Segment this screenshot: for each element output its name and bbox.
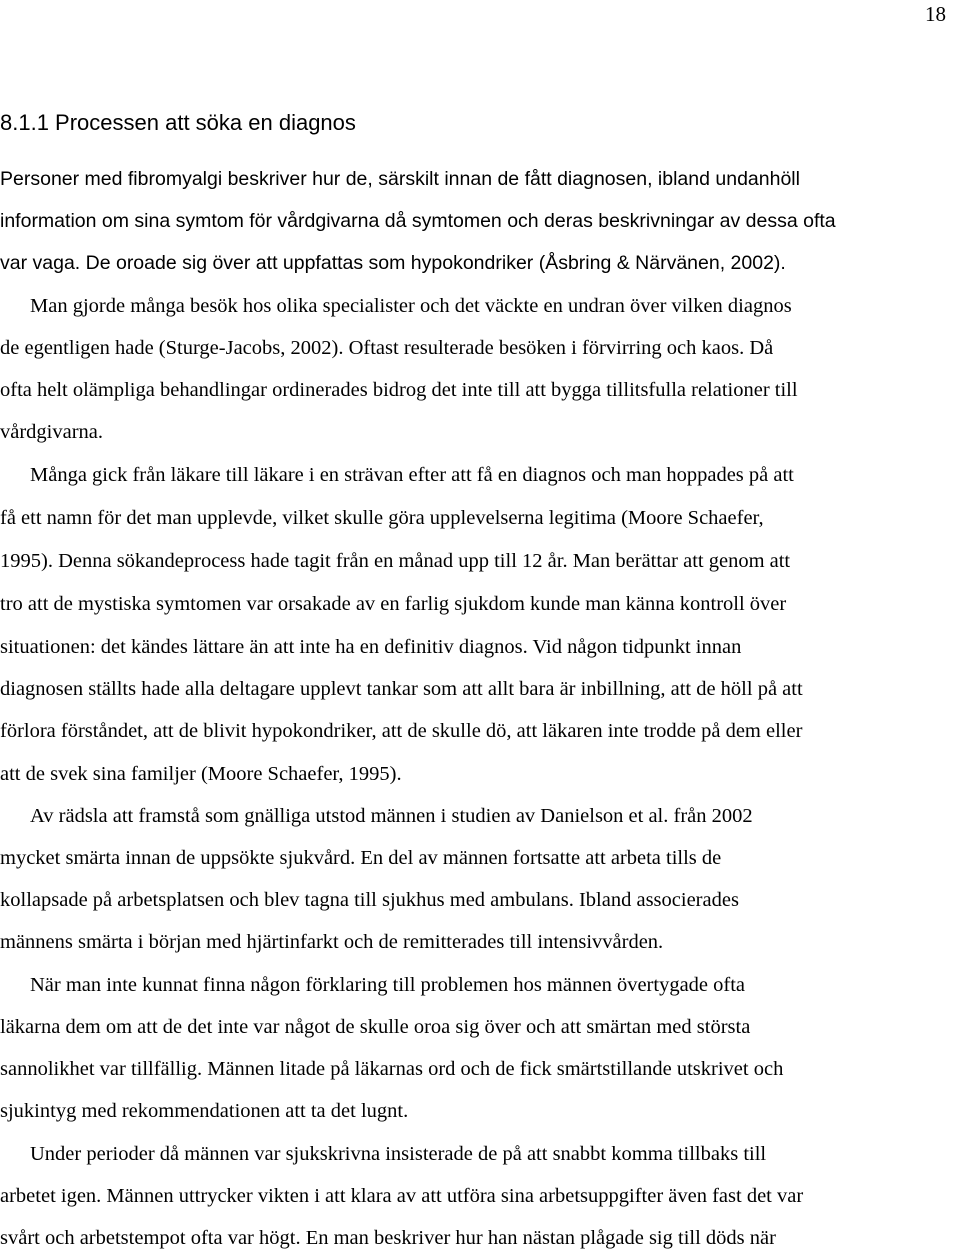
text-line: var vaga. De oroade sig över att uppfattas som hypokondriker (Åsbring & Närvänen, 2002). [0,252,786,274]
text-line: förlora förståndet, att de blivit hypokondriker, att de skulle dö, att läkaren inte trodde på dem eller [0,720,803,742]
text-line: Många gick från läkare till läkare i en strävan efter att få en diagnos och man hoppades på att [30,464,794,486]
text-line: Man gjorde många besök hos olika specialister och det väckte en undran över vilken diagnos [30,295,792,317]
text-line: sannolikhet var tillfällig. Männen litade på läkarnas ord och de fick smärtstillande utskrivet och [0,1058,784,1080]
text-line: Under perioder då männen var sjukskrivna insisterade de på att snabbt komma tillbaks till [30,1143,767,1165]
text-line: Personer med fibromyalgi beskriver hur de, särskilt innan de fått diagnosen, ibland undanhöll [0,168,800,190]
text-line: få ett namn för det man upplevde, vilket skulle göra upplevelserna legitima (Moore Schaefer, [0,507,764,529]
text-line: männens smärta i början med hjärtinfarkt och de remitterades till intensivvården. [0,931,664,953]
text-line: svårt och arbetstempot ofta var högt. En man beskriver hur han nästan plågade sig till döds när [0,1227,776,1249]
text-line: mycket smärta innan de uppsökte sjukvård. En del av männen fortsatte att arbeta tills de [0,847,722,869]
text-line: läkarna dem om att de det inte var något de skulle oroa sig över och att smärtan med största [0,1016,751,1038]
text-line: de egentligen hade (Sturge-Jacobs, 2002). Oftast resulterade besöken i förvirring och kaos. Då [0,337,774,359]
section-heading: 8.1.1 Processen att söka en diagnos [0,110,356,135]
text-line: När man inte kunnat finna någon förklaring till problemen hos männen övertygade ofta [30,974,746,996]
text-line: information om sina symtom för vårdgivarna då symtomen och deras beskrivningar av dessa ofta [0,210,836,232]
text-line: 1995). Denna sökandeprocess hade tagit från en månad upp till 12 år. Man berättar att genom att [0,550,791,572]
text-line: diagnosen ställts hade alla deltagare upplevt tankar som att allt bara är inbillning, att de höll på att [0,678,803,700]
text-line: ofta helt olämpliga behandlingar ordinerades bidrog det inte till att bygga tillitsfulla relationer till [0,379,798,401]
text-line: situationen: det kändes lättare än att inte ha en definitiv diagnos. Vid någon tidpunkt innan [0,636,742,658]
text-line: att de svek sina familjer (Moore Schaefer, 1995). [0,763,402,785]
text-line: Av rädsla att framstå som gnälliga utstod männen i studien av Danielson et al. från 2002 [30,805,753,827]
page-number: 18 [925,2,946,26]
text-line: kollapsade på arbetsplatsen och blev tagna till sjukhus med ambulans. Ibland associerades [0,889,739,911]
text-line: arbetet igen. Männen uttrycker vikten i att klara av att utföra sina arbetsuppgifter även fast det var [0,1185,804,1207]
text-line: tro att de mystiska symtomen var orsakade av en farlig sjukdom kunde man känna kontroll över [0,593,787,615]
text-line: vårdgivarna. [0,421,104,443]
text-line: sjukintyg med rekommendationen att ta det lugnt. [0,1100,409,1122]
